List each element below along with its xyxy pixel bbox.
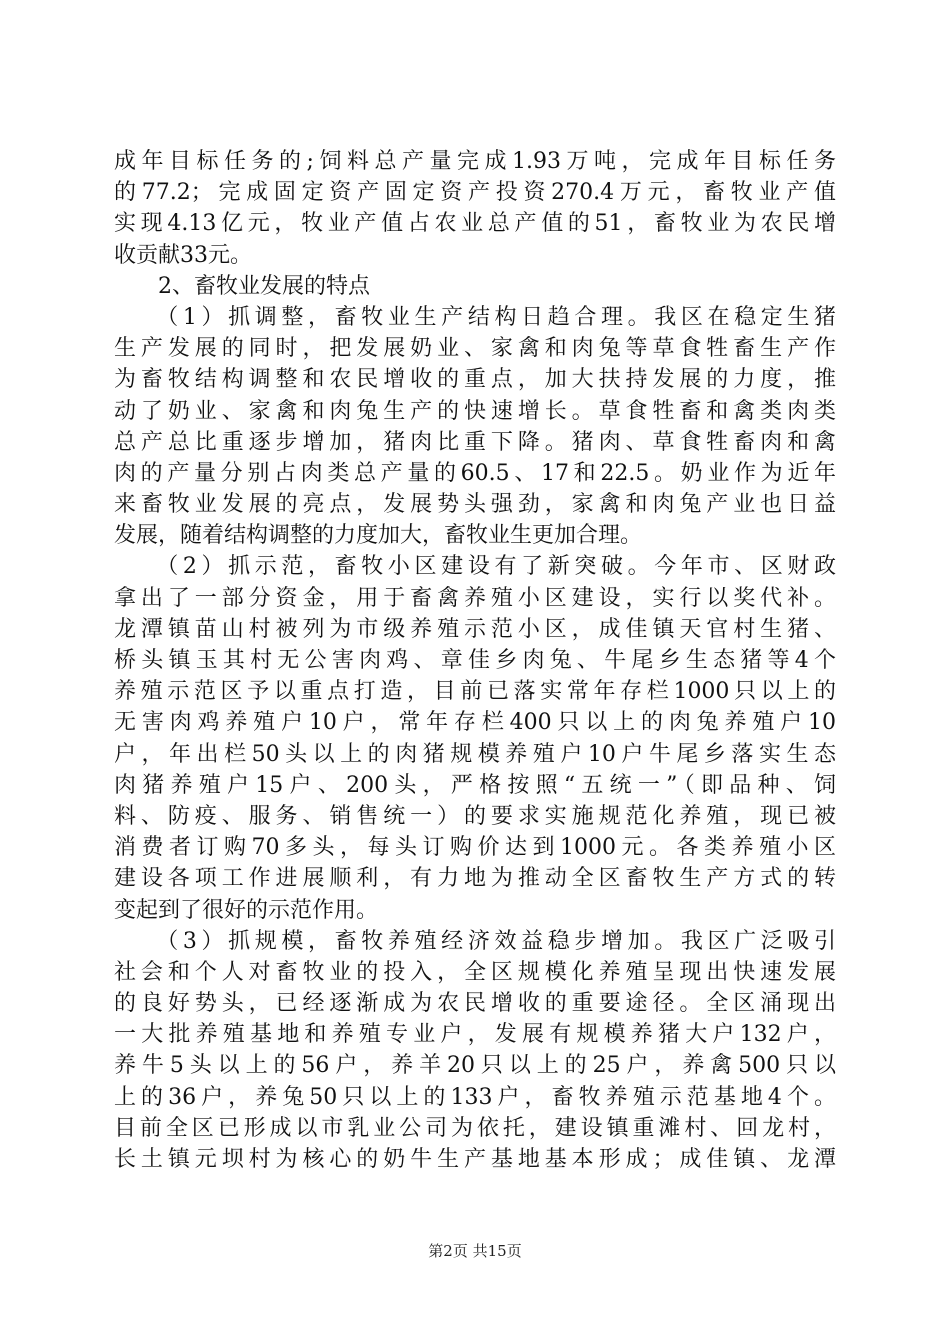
text-line: 消费者订购70多头，每头订购价达到1000元。各类养殖小区 [114, 835, 836, 861]
text-line: 上的36户，养兔50只以上的133户，畜牧养殖示范基地4个。 [114, 1084, 836, 1110]
text-line: 生产发展的同时，把发展奶业、家禽和肉兔等草食牲畜生产作 [114, 336, 836, 362]
text-line: 龙潭镇苗山村被列为市级养殖示范小区，成佳镇天官村生猪、 [114, 616, 836, 642]
text-line: 养牛5头以上的56户，养羊20只以上的25户，养禽500只以 [114, 1053, 836, 1079]
text-line: 动了奶业、家禽和肉兔生产的快速增长。草食牲畜和禽类肉类 [114, 398, 836, 424]
text-line: （1）抓调整，畜牧业生产结构日趋合理。我区在稳定生猪 [114, 304, 836, 330]
text-line: 长土镇元坝村为核心的奶牛生产基地基本形成；成佳镇、龙潭 [114, 1147, 836, 1172]
text-line: 肉猪养殖户15户、200头，严格按照“五统一”（即品种、饲 [114, 772, 836, 798]
text-line: 肉的产量分别占肉类总产量的60.5、17和22.5。奶业作为近年 [114, 460, 836, 486]
text-line: 成年目标任务的;饲料总产量完成1.93万吨，完成年目标任务 [114, 149, 836, 174]
document-body [114, 146, 836, 1175]
text-line: 的77.2；完成固定资产固定资产投资270.4万元，畜牧业产值 [114, 180, 836, 206]
text-line: 发展，随着结构调整的力度加大，畜牧业生更加合理。 [114, 523, 643, 549]
text-line: 总产总比重逐步增加，猪肉比重下降。猪肉、草食牲畜肉和禽 [114, 429, 836, 455]
text-line: 一大批养殖基地和养殖专业户，发展有规模养猪大户132户， [114, 1022, 836, 1048]
text-line: 养殖示范区予以重点打造，目前已落实常年存栏1000只以上的 [114, 679, 836, 705]
text-line: 桥头镇玉其村无公害肉鸡、章佳乡肉兔、牛尾乡生态猪等4个 [114, 648, 836, 673]
text-line: 为畜牧结构调整和农民增收的重点，加大扶持发展的力度，推 [114, 367, 836, 393]
page-footer: 第2页 共15页 [428, 1242, 522, 1260]
text-line: 实现4.13亿元，牧业产值占农业总产值的51，畜牧业为农民增 [114, 211, 836, 237]
text-line: 拿出了一部分资金，用于畜禽养殖小区建设，实行以奖代补。 [114, 585, 836, 611]
text-line: 变起到了很好的示范作用。 [114, 897, 379, 923]
text-line: （3）抓规模，畜牧养殖经济效益稳步增加。我区广泛吸引 [114, 928, 836, 954]
text-line: 2、畜牧业发展的特点 [114, 273, 370, 299]
text-line: 的良好势头，已经逐渐成为农民增收的重要途径。全区涌现出 [114, 991, 836, 1017]
text-line: 来畜牧业发展的亮点，发展势头强劲，家禽和肉兔产业也日益 [114, 492, 836, 518]
text-line: 建设各项工作进展顺利，有力地为推动全区畜牧生产方式的转 [114, 866, 836, 892]
text-line: 社会和个人对畜牧业的投入，全区规模化养殖呈现出快速发展 [114, 959, 836, 985]
text-line: （2）抓示范，畜牧小区建设有了新突破。今年市、区财政 [114, 554, 836, 580]
text-line: 收贡献33元。 [114, 242, 252, 268]
text-line: 料、防疫、服务、销售统一）的要求实施规范化养殖，现已被 [114, 803, 836, 829]
text-line: 户，年出栏50头以上的肉猪规模养殖户10户牛尾乡落实生态 [114, 741, 836, 767]
text-line: 无害肉鸡养殖户10户，常年存栏400只以上的肉兔养殖户10 [114, 710, 836, 736]
text-line: 目前全区已形成以市乳业公司为依托，建设镇重滩村、回龙村， [114, 1115, 836, 1141]
